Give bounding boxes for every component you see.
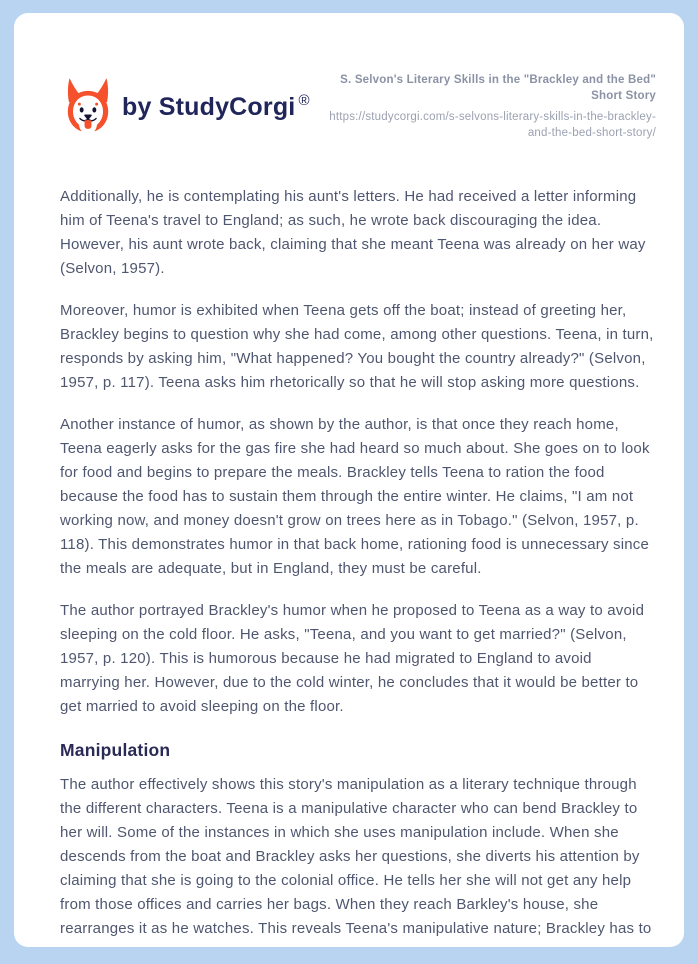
essay-body xyxy=(60,185,656,941)
paragraph: Another instance of humor, as shown by the author, is that once they reach home, Teena eagerly asks for the gas fire she had heard so much about. She goes on to look for food and begins to prepare the meals. Brackley tells Teena to ration the food because the food has to sustain them through the entire winter. He claims, "I am not working now, and money doesn't grow on trees here as in Tobago." (Selvon, 1957, p. 118). This demonstrates humor in that back home, rationing food is unnecessary since the meals are adequate, but in England, they must be careful. xyxy=(60,416,650,577)
studycorgi-corgi-icon xyxy=(60,77,116,137)
document-title: S. Selvon's Literary Skills in the "Brackley and the Bed" Short Story xyxy=(340,74,656,102)
document-card xyxy=(14,13,684,947)
document-url: https://studycorgi.com/s-selvons-literary-skills-in-the-brackley-and-the-bed-short-story/ xyxy=(329,111,656,139)
paragraph: Moreover, humor is exhibited when Teena gets off the boat; instead of greeting her, Brackley begins to question why she had come, among other questions. Teena, in turn, responds by asking him, "What happened? You bought the country already?" (Selvon, 1957, p. 117). Teena asks him rhetorically so that he will stop asking more questions. xyxy=(60,302,654,391)
document-meta xyxy=(310,73,656,141)
registered-trademark-symbol: ® xyxy=(298,92,310,109)
paragraph: Additionally, he is contemplating his aunt's letters. He had received a letter informing him of Teena's travel to England; as such, he wrote back discouraging the idea. However, his aunt wrote back, claiming that she meant Teena was already on her way (Selvon, 1957). xyxy=(60,188,646,277)
paragraph: The author portrayed Brackley's humor when he proposed to Teena as a way to avoid sleeping on the cold floor. He asks, "Teena, and you want to get married?" (Selvon, 1957, p. 120). This is humorous because he had migrated to England to avoid marrying her. However, due to the cold winter, he concludes that it would be better to get married to avoid sleeping on the floor. xyxy=(60,602,645,715)
paragraph: The author effectively shows this story's manipulation as a literary technique through the different characters. Teena is a manipulative character who can bend Brackley to her will. Some of the instances in which she uses manipulation include. When she descends from the boat and Brackley asks her questions, she diverts his attention by claiming that she is going to the colonial office. He tells her she will not get any help from those offices and carries her bags. When they reach Barkley's house, she rearranges it as he watches. This reveals Teena's manipulative nature; Brackley has to xyxy=(60,776,652,937)
studycorgi-logo xyxy=(60,77,310,137)
section-heading-manipulation: Manipulation xyxy=(60,740,171,760)
studycorgi-wordmark: by StudyCorgi ® xyxy=(122,92,310,121)
document-header xyxy=(60,73,656,141)
